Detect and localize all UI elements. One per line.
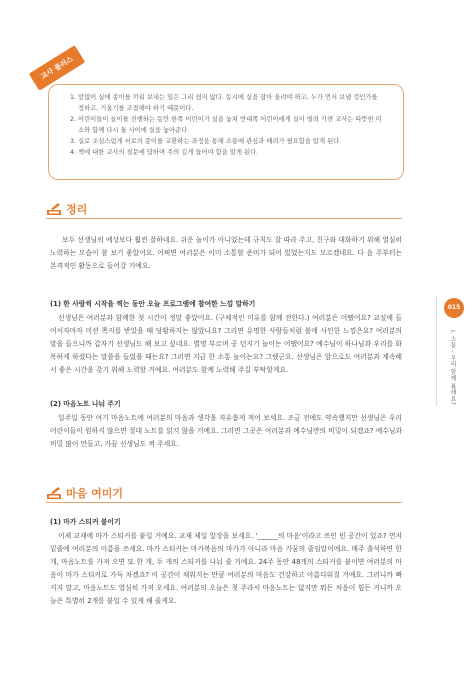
tip-item: 4. 책에 대한 교사의 질문에 답하며 주의 깊게 들어야 함을 알게 된다. xyxy=(70,149,259,156)
summary-intro: 보두 선생님의 예상보다 훨씬 잘하네요. 쉬운 놀이가 아니었는데 규칙도 잘 따라 주고, 친구와 대화하기 위해 열심히 노력하는 모습이 참 보기 좋았어요. 어쩌면 여러분은 이미 소통할 준비가 되어 있었는지도 모르겠네요. 다 음 주부터는 본격적인 활동으로 들어갈 거예요. xyxy=(50,236,402,270)
paragraph: 이제 교재에 마가 스티커를 붙일 거예요. 교재 제일 앞장을 보세요. '______의 마음'이라고 쓰인 빈 공간이 있죠? 먼저 밑줄에 여러분의 이름을 쓰세요. 마가 스티커는 마가복음의 마가가 아니라 마음 가꿈의 줄임말이에요. 매주 출석하면 한 개, 마음노트를 가져 오면 또 한 개, 두 개의 스티커를 나눠 줄 거예요. 24주 동안 48개의 스티커를 붙이면 여러분의 마음이 마가 스티커로 가득 차겠죠? 이 공간이 채워지는 만큼 여러분의 마음도 건강하고 아름다워질 거예요. 그러니까 빠지지 말고, 마음노트도 열심히 가져 오세요. 여러분의 오늘은 첫 주라서 마음노트는 없지만 뭐든 처음이 힘든 거니까 오늘은 특별히 2개를 붙일 수 있게 해 줄게요. xyxy=(50,532,402,605)
tip-item: 소와 함께 다시 둘 사이에 실을 놓아준다. xyxy=(78,127,190,134)
chapter-label: I. 소통 - 우리 함께 볼래요? xyxy=(449,330,456,405)
subheading: (1) 한 사람씩 시작을 찍는 동안 오늘 프로그램에 참여한 느낌 말하기 xyxy=(50,300,256,308)
pencil-book-icon xyxy=(46,486,62,500)
section-title: 정리 xyxy=(66,203,88,216)
section-title: 마음 여미기 xyxy=(66,487,123,500)
page-number: 015 xyxy=(444,298,464,318)
tip-item: 1. 말없이 실에 종이를 끼워 보내는 일은 그리 쉽지 않다. 동시에 실을 잡아 올려야 하고, 누가 먼저 보낼 것인가를 xyxy=(70,94,378,101)
tip-item: 정하고, 기울기를 조절해야 하기 때문이다. xyxy=(78,105,194,112)
pencil-book-icon xyxy=(46,202,62,216)
paragraph: 일주일 동안 여기 마음노트에 여러분의 마음과 생각을 자유롭게 적어 보세요. 조금 전에도 약속했지만 선생님은 우리 어린이들이 원하지 않으면 절대 노트를 읽지 않을 거예요. 그러면 그곳은 여러분과 예수님만의 비밀이 되겠죠? 예수님과 비밀 많이 만들고, 가끔 선생님도 껴 주세요. xyxy=(50,414,402,448)
section-divider xyxy=(46,218,402,219)
section-header-reflection xyxy=(46,484,406,504)
tip-list xyxy=(70,92,390,158)
section-header-summary xyxy=(46,200,406,220)
tip-item: 3. 실로 조심스럽게 서로의 종이를 교환하는 과정을 통해 소통에 관심과 배려가 필요함을 알게 된다. xyxy=(70,138,342,145)
subheading: (2) 마음노트 나눠 주기 xyxy=(50,400,121,408)
section-divider xyxy=(46,502,402,503)
subheading: (1) 마가 스티커 붙이기 xyxy=(50,518,121,526)
tip-badge: 교사 플러스 xyxy=(29,45,85,91)
tip-item: 2. 어린이들이 놀이를 진행하는 동안 한쪽 어린이가 실을 놓쳐 반대쪽 어린이에게 실이 떨려 가면 교사는 따뜻한 미 xyxy=(70,116,382,123)
paragraph: 선생님은 여러분과 함께한 첫 시간이 정말 좋았어요. (구체적인 이유를 함께 전한다.) 여러분은 어땠어요? 교실에 들어서자마자 미션 쪽지를 받았을 때 당황하지는 않았나요? 그리면 유명한 사람들처럼 볼에 사인한 느낌은요? 여러분의 말을 들으니까 갑자기 선생님도 해 보고 싶네요. 별명 부르며 공 던지기 놀이는 어땠어요? 예수님이 하나님과 우리를 화목하게 하셨다는 말씀을 들었을 때는요? 그러면 지금 한 소통 놀이는요? 그랬군요. 선생님은 앞으로도 여러분과 계속해서 좋은 시간을 갖기 위해 노력할 거예요. 여러분도 함께 노력해 주길 부탁할게요. xyxy=(50,314,402,374)
